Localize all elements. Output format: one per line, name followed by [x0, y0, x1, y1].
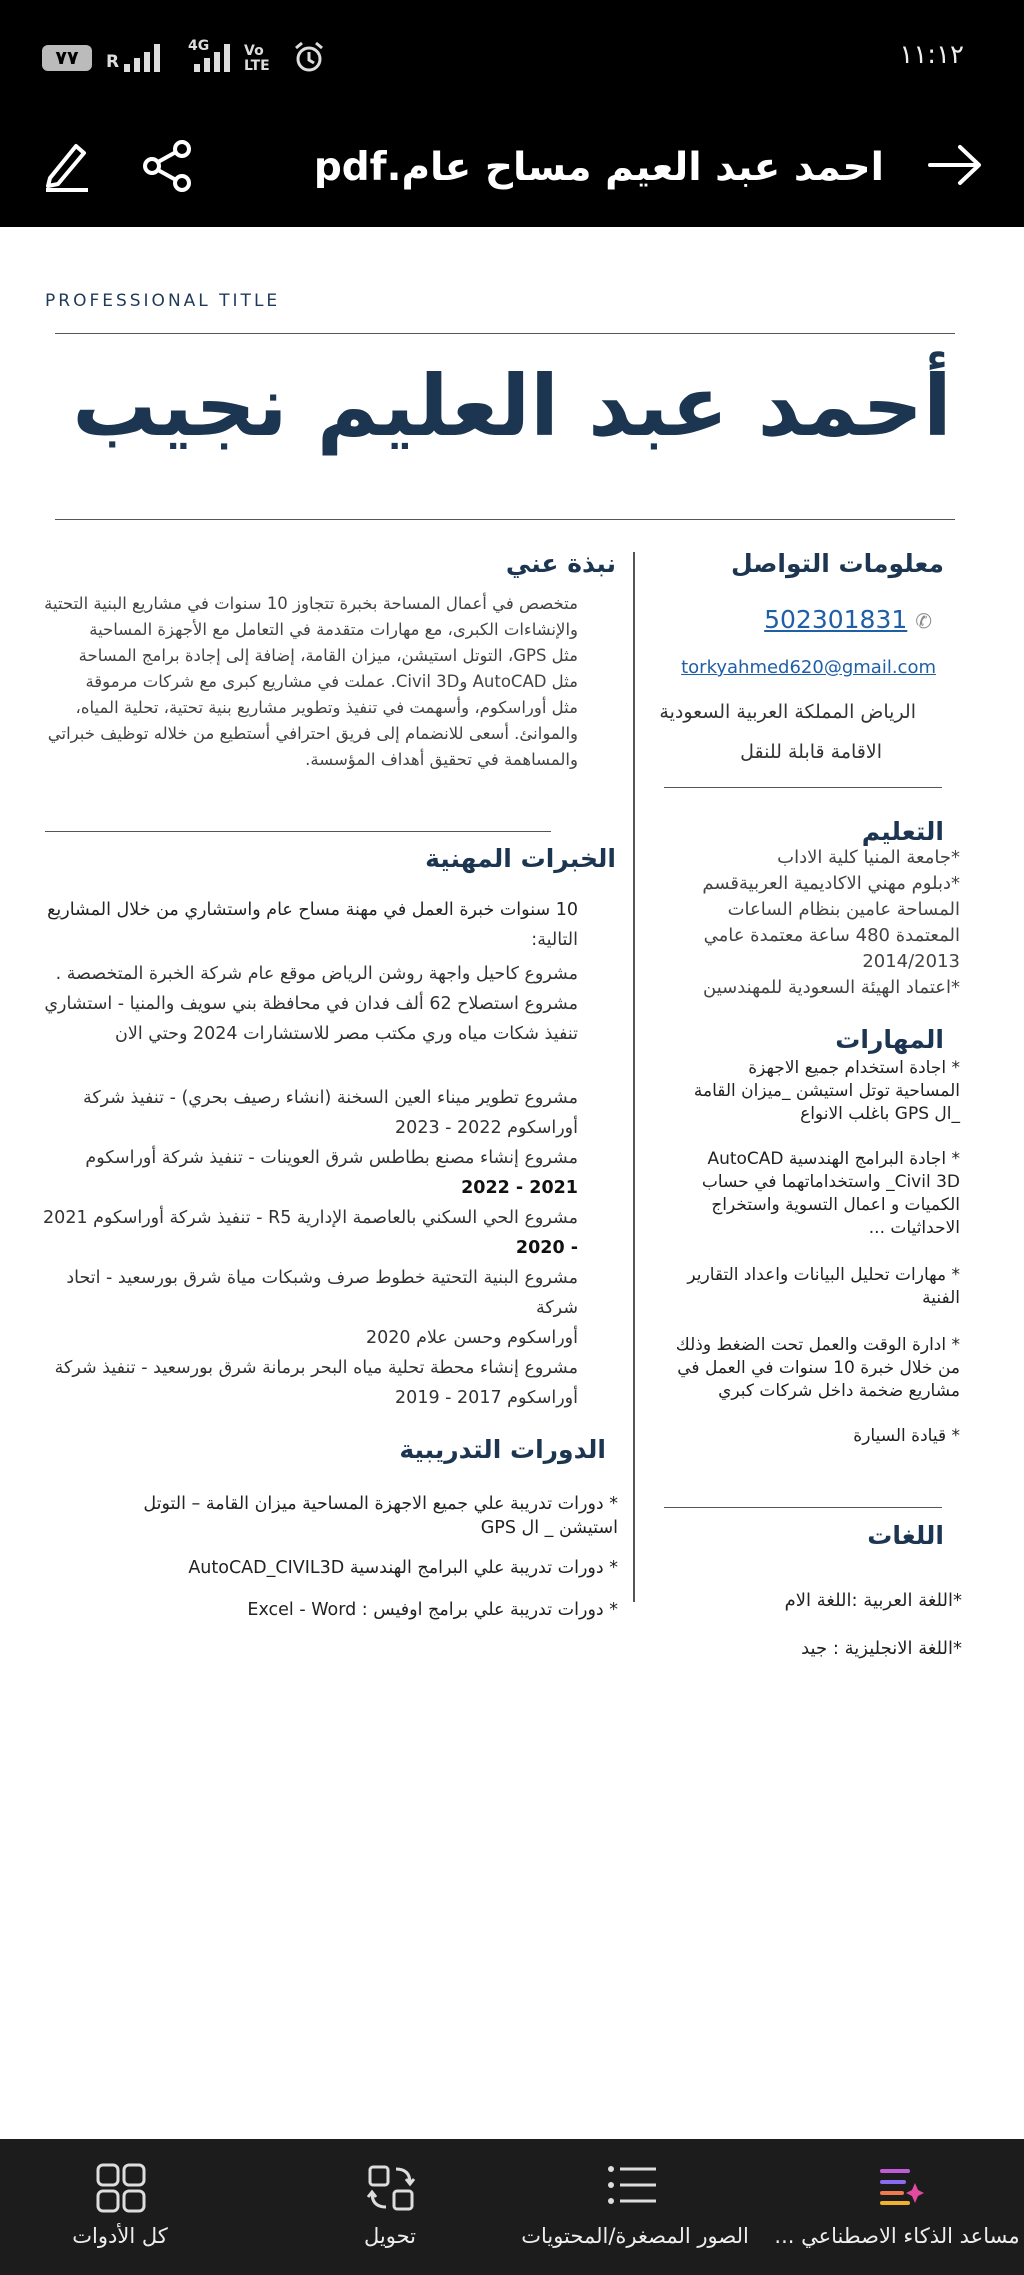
project-line: تنفيذ شكات مياه وري مكتب مصر للاستشارات 2024 وحتي الان [115, 1024, 578, 1044]
project-line: 2021 - 2022 [461, 1178, 578, 1198]
divider [55, 519, 955, 520]
top-toolbar [0, 115, 1024, 227]
nav-all-tools[interactable] [30, 2139, 210, 2275]
contact-residency: الاقامة قابلة للنقل [740, 741, 882, 763]
nav-convert-label: تحويل [364, 2224, 416, 2248]
training-item: * دورات تدريبة علي البرامج الهندسية AutoCAD_CIVIL3D [188, 1558, 618, 1578]
language-item: *اللغة العربية :اللغة الام [784, 1590, 962, 1611]
clock: ١١:١٢ [899, 40, 964, 70]
about-line: والموانئ. أسعى للانضمام إلى فريق احترافي أستطيع من خلاله توظيف خبراتي [47, 724, 578, 743]
education-line: *اعتماد الهيئة السعودية للمهندسين [703, 977, 960, 998]
project-line: أوراسكوم 2022 - 2023 [395, 1118, 578, 1138]
project-line: مشروع استصلاح 62 ألف فدان في محافظة بني سويف والمنيا - استشاري [44, 994, 578, 1014]
pdf-page[interactable] [0, 227, 1024, 2139]
ai-sparkle-icon [878, 2163, 924, 2207]
about-line: مثل أوراسكوم، وأسهمت في تنفيذ وتطوير مشاريع بنية تحتية، تحلية المياه، [75, 698, 578, 717]
candidate-name: أحمد عبد العليم نجيب [72, 357, 952, 455]
about-line: مثل AutoCAD وCivil 3D. عملت في مشاريع كبرى مع شركات مرموقة [85, 672, 578, 691]
experience-heading: الخبرات المهنية [425, 844, 616, 873]
about-line: والمساهمة في تحقيق أهداف المؤسسة. [305, 750, 578, 769]
convert-icon [366, 2163, 416, 2213]
project-line: مشروع كاحيل واجهة روشن الرياض موقع عام شركة الخبرة المتخصصة . [55, 964, 578, 984]
training-item: * دورات تدريبة علي برامج اوفيس : Excel - Word [247, 1600, 618, 1620]
project-line: أوراسكوم وحسن علام 2020 [366, 1328, 578, 1348]
share-icon[interactable] [140, 140, 194, 192]
skill-item: * اجادة استخدام جميع الاجهزة المساحية توتل استيشن _ميزان القامة _ال GPS باغلب الانواع [693, 1058, 960, 1124]
project-line: مشروع الحي السكني بالعاصمة الإدارية R5 - تنفيذ شركة أوراسكوم 2021 [43, 1208, 578, 1228]
signal-bars-1-icon [124, 40, 160, 72]
phone-row [680, 605, 932, 634]
nav-ai-assistant-label: مساعد الذكاء الاصطناعي ... [774, 2224, 1020, 2248]
nav-thumbnails[interactable] [500, 2139, 770, 2275]
skill-item: * قيادة السيارة [853, 1426, 960, 1446]
divider [55, 333, 955, 334]
grid-icon [96, 2163, 146, 2213]
alarm-icon [292, 40, 326, 74]
experience-intro: التالية: [531, 930, 578, 950]
about-line: متخصص في أعمال المساحة بخبرة تتجاوز 10 سنوات في مشاريع البنية التحتية [44, 594, 578, 613]
project-line: أوراسكوم 2017 - 2019 [395, 1388, 578, 1408]
education-line: 2014/2013 [862, 951, 960, 972]
project-line: مشروع البنية التحتية خطوط صرف وشبكات مياة شرق بورسعيد - اتحاد شركة [66, 1268, 578, 1318]
skill-item: * اجادة البرامج الهندسية AutoCAD Civil 3D_ واستخداماتهما في حساب الكميات و اعمال التسوية واستخراج الاحداثيات ... [701, 1149, 960, 1238]
contact-location: الرياض المملكة العربية السعودية [659, 701, 916, 723]
list-icon [606, 2163, 658, 2207]
status-bar [0, 0, 1024, 115]
project-line: مشروع تطوير ميناء العين السخنة (انشاء رصيف بحري) - تنفيذ شركة [82, 1088, 578, 1108]
education-line: المعتمدة 480 ساعة معتمدة عامي [703, 925, 960, 946]
project-line: - 2020 [515, 1238, 578, 1258]
experience-intro: 10 سنوات خبرة العمل في مهنة مساح عام واستشاري من خلال المشاريع [47, 900, 578, 920]
training-item: * دورات تدريبة علي جميع الاجهزة المساحية ميزان القامة – التوتل [143, 1494, 618, 1514]
nav-all-tools-label: كل الأدوات [72, 2224, 168, 2248]
about-line: والإنشاءات الكبرى، مع مهارات متقدمة في التعامل مع الأجهزة المساحية [89, 620, 578, 639]
education-heading: التعليم [861, 817, 944, 846]
divider [664, 787, 942, 788]
document-title: احمد عبد العيم مساح عام.pdf [313, 145, 884, 190]
skill-item: * ادارة الوقت والعمل تحت الضغط وذلك من خلال خبرة 10 سنوات في العمل في مشاريع ضخمة داخل شركات كبري [675, 1335, 960, 1401]
education-line: المساحة عامين بنظام الساعات [727, 899, 960, 920]
phone-icon: ✆ [915, 609, 932, 633]
divider [45, 831, 551, 832]
column-divider [633, 552, 635, 1602]
volte-indicator: Vo LTE [244, 43, 270, 74]
training-item: استيشن _ ال GPS [480, 1518, 618, 1538]
contact-heading: معلومات التواصل [730, 549, 944, 578]
skill-item: * مهارات تحليل البيانات واعداد التقارير الفنية [687, 1265, 960, 1308]
skills-heading: المهارات [835, 1025, 944, 1054]
project-line: مشروع إنشاء محطة تحلية مياه البحر برمانة شرق بورسعيد - تنفيذ شركة [54, 1358, 578, 1378]
about-line: مثل GPS، التوتل استيشن، ميزان القامة، إضافة إلى إجادة برامج المساحة [78, 646, 578, 665]
phone-link[interactable]: 502301831 [764, 605, 908, 634]
about-heading: نبذة عني [505, 549, 616, 578]
nav-thumbnails-label: الصور المصغرة/المحتويات [521, 2224, 749, 2248]
bottom-navigation [0, 2139, 1024, 2275]
battery-indicator: ٧٧ [42, 45, 92, 71]
nav-ai-assistant[interactable] [770, 2139, 1024, 2275]
signal-label-1: R [106, 52, 120, 72]
divider [664, 1507, 942, 1508]
training-heading: الدورات التدريبية [399, 1435, 606, 1464]
project-line: مشروع إنشاء مصنع بطاطس شرق العوينات - تنفيذ شركة أوراسكوم [85, 1148, 578, 1168]
education-line: *جامعة المنيا كلية الاداب [777, 847, 960, 868]
professional-title: PROFESSIONAL TITLE [45, 291, 281, 311]
education-line: *دبلوم مهني الاكاديمية العربيةقسم [702, 873, 960, 894]
back-arrow-icon[interactable] [926, 142, 984, 188]
language-item: *اللغة الانجليزية : جيد [801, 1638, 962, 1659]
email-link[interactable]: torkyahmed620@gmail.com [681, 657, 936, 678]
signal-bars-2-icon [194, 40, 230, 72]
languages-heading: اللغات [867, 1521, 944, 1550]
signal-label-2: 4G [188, 38, 210, 54]
nav-convert[interactable] [300, 2139, 480, 2275]
edit-pencil-icon[interactable] [42, 138, 92, 192]
